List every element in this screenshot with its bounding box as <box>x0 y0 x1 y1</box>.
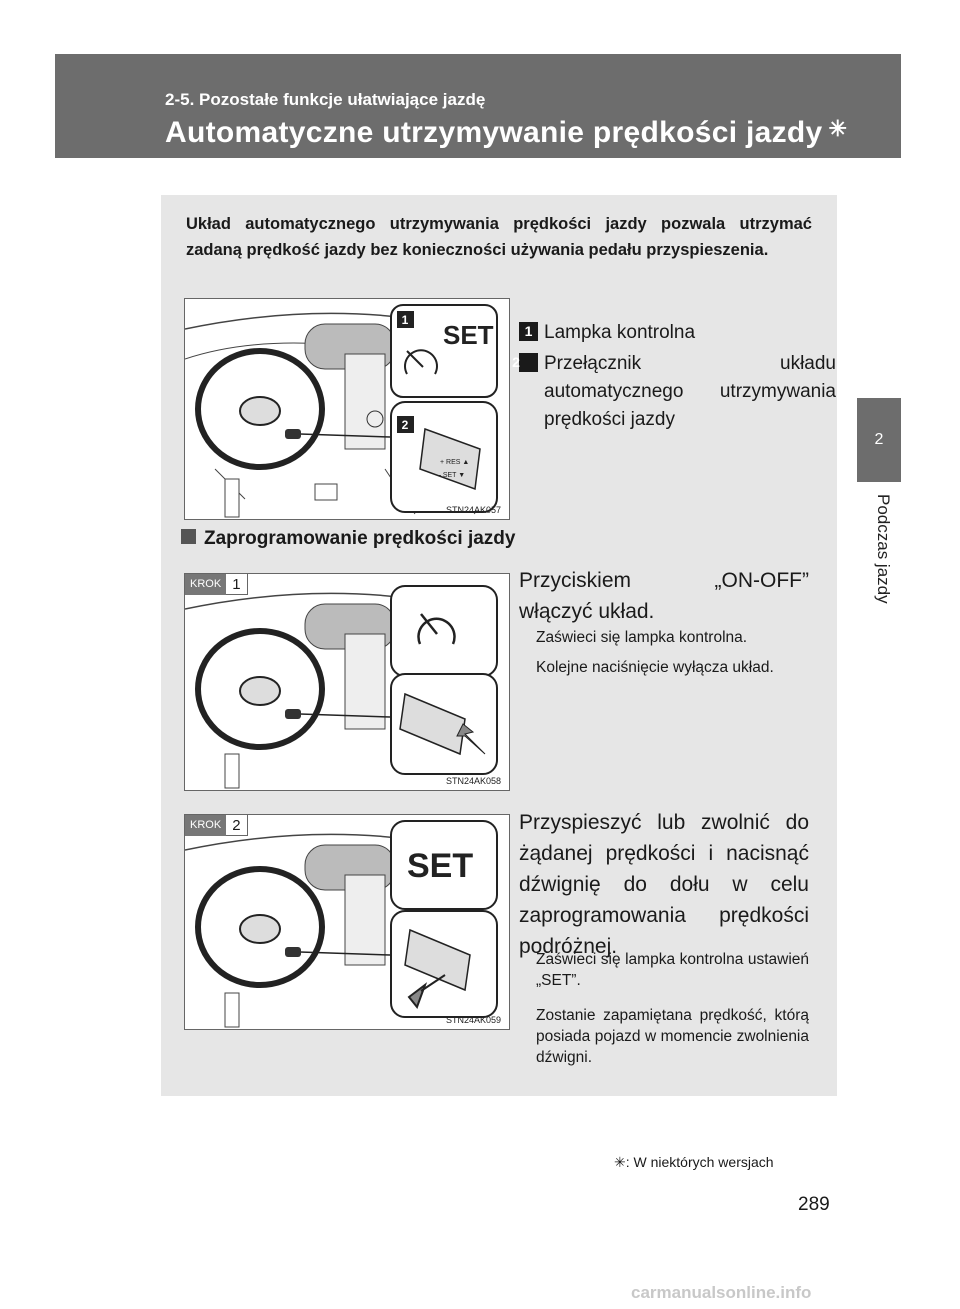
page-title <box>165 116 847 150</box>
svg-text:2: 2 <box>401 418 409 432</box>
step-badge <box>185 815 248 836</box>
figure-code: STN24AK059 <box>445 1015 501 1025</box>
figure-code: STN24AK058 <box>445 776 501 786</box>
step-1-note-2: Kolejne naciśnięcie wyłącza układ. <box>536 659 774 676</box>
step-badge-label: KROK <box>185 815 226 836</box>
asterisk-icon: ✳ <box>828 116 848 141</box>
section-title: 2-5. Pozostałe funkcje ułatwiające jazdę <box>165 90 486 109</box>
content-panel <box>161 195 837 1096</box>
page-header <box>55 54 901 158</box>
legend-item-switch <box>512 350 836 434</box>
watermark: carmanualsonline.info <box>631 1283 812 1302</box>
step-1-note-1: Zaświeci się lampka kontrolna. <box>536 629 748 646</box>
set-indicator-label: SET <box>407 847 474 885</box>
svg-text:+ RES ▲: + RES ▲ <box>440 459 470 466</box>
figure-step-2 <box>184 814 510 1030</box>
dashboard-illustration <box>185 574 509 790</box>
page-number: 289 <box>798 1194 830 1215</box>
step-badge <box>185 574 248 595</box>
figure-code: STN24AK057 <box>445 505 501 515</box>
step-2-note-1: Zaświeci się lampka kontrolna ustawień „SET”. <box>536 951 809 989</box>
intro-text: Układ automatycznego utrzymywania prędkości jazdy pozwala utrzymać zadaną prędkość jazdy bez konieczności używania pedału przyspieszenia. <box>186 215 812 259</box>
step-badge-number: 1 <box>226 574 247 595</box>
chapter-label: Podczas jazdy <box>874 494 893 604</box>
badge-2: 2 <box>519 353 538 372</box>
svg-text:– SET ▼: – SET ▼ <box>437 472 466 479</box>
figure-step-1 <box>184 573 510 791</box>
legend-item-label: Lampka kontrolna <box>544 322 696 343</box>
subheading-text: Zaprogramowanie prędkości jazdy <box>204 528 516 549</box>
footnote: ✳: W niektórych wersjach <box>614 1154 774 1170</box>
section-subheading <box>181 528 515 550</box>
figure-cruise-control-overview <box>184 298 510 520</box>
legend-item-indicator <box>519 320 695 345</box>
dashboard-illustration <box>185 815 509 1029</box>
step-2-note-2: Zostanie zapamiętana prędkość, którą posiada pojazd w momencie zwolnienia dźwigni. <box>536 1007 809 1066</box>
square-bullet-icon <box>181 529 196 544</box>
step-1-text: Przyciskiem „ON-OFF” włączyć układ. <box>519 569 809 623</box>
step-badge-number: 2 <box>226 815 247 836</box>
svg-text:1: 1 <box>401 313 409 327</box>
step-badge-label: KROK <box>185 574 226 595</box>
chapter-tab[interactable]: 2 <box>857 398 901 482</box>
badge-1: 1 <box>519 322 538 341</box>
legend-item-label: Przełącznik układu automatycznego utrzymywania prędkości jazdy <box>544 353 836 430</box>
set-indicator-label: SET <box>443 320 494 350</box>
page-title-text: Automatyczne utrzymywanie prędkości jazdy <box>165 116 823 149</box>
step-2-text: Przyspieszyć lub zwolnić do żądanej prędkości i nacisnąć dźwignię do dołu w celu zaprogramowania prędkości podróżnej. <box>519 811 809 958</box>
dashboard-illustration <box>185 299 509 519</box>
